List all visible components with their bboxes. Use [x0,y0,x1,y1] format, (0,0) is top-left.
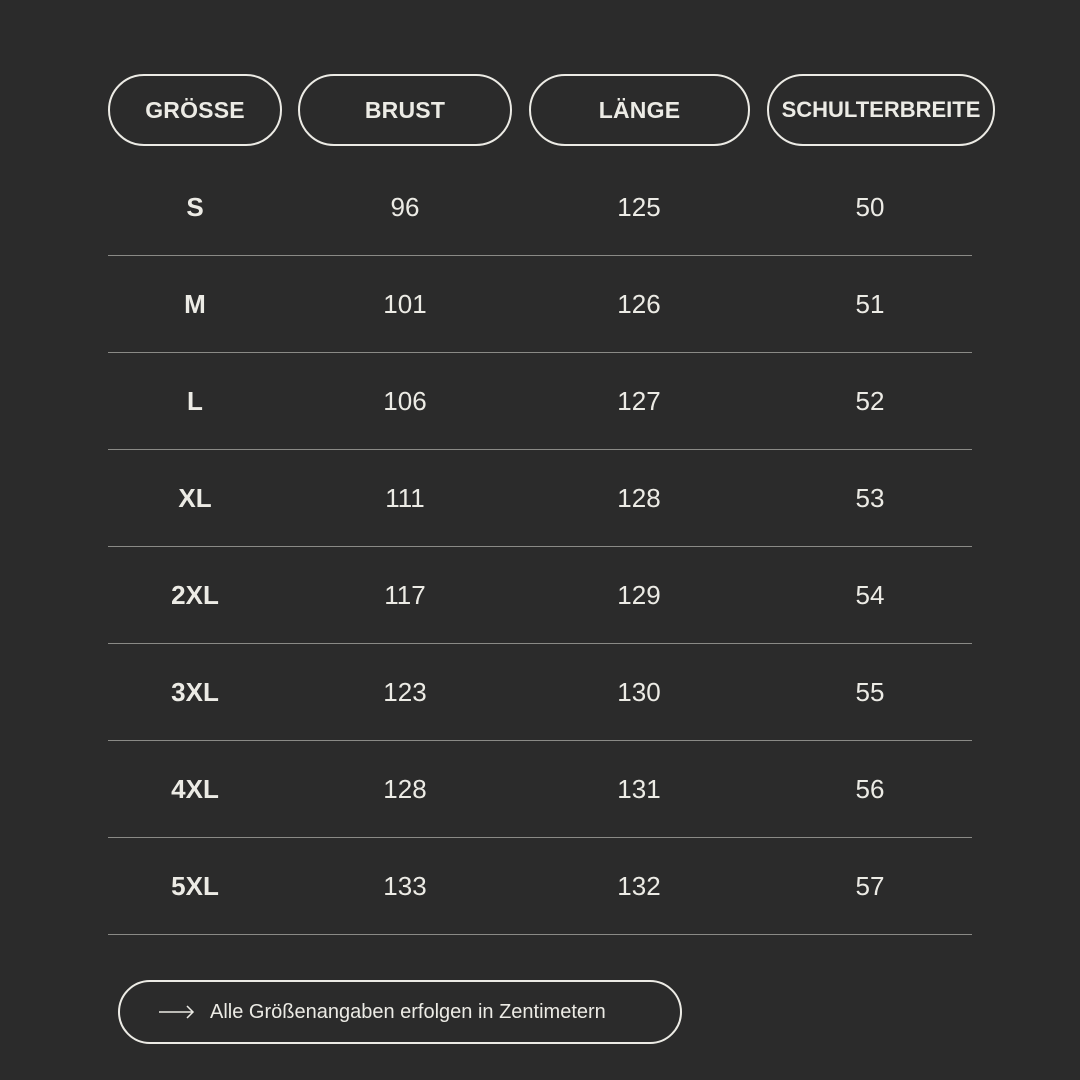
table-row [108,547,972,644]
table-row [108,353,972,450]
table-row [108,741,972,838]
size-cell: L [187,386,203,416]
chest-cell: 123 [383,677,427,707]
size-cell: S [186,192,204,222]
chest-cell: 96 [390,192,420,222]
chest-cell: 111 [385,483,425,513]
size-cell: 2XL [171,580,219,610]
length-cell: 126 [617,289,661,319]
units-note-text: Alle Größenangaben erfolgen in Zentimetern [210,1000,606,1023]
header-chest: BRUST [298,74,512,146]
size-cell: XL [178,483,212,513]
chest-cell: 117 [384,580,426,610]
units-note [118,980,682,1044]
size-table [108,159,972,935]
header-size: GRÖSSE [108,74,282,146]
length-cell: 132 [617,871,661,901]
shoulder-cell: 52 [855,386,885,416]
size-cell: M [184,289,206,319]
shoulder-cell: 54 [855,580,885,610]
table-row [108,159,972,256]
shoulder-cell: 53 [855,483,885,513]
length-cell: 127 [617,386,661,416]
table-row [108,256,972,353]
chest-cell: 101 [383,289,427,319]
shoulder-cell: 56 [855,774,885,804]
length-cell: 129 [617,580,661,610]
table-row [108,838,972,935]
size-cell: 3XL [171,677,219,707]
table-row [108,644,972,741]
shoulder-cell: 50 [855,192,885,222]
header-shoulder-width: SCHULTERBREITE [767,74,995,146]
length-cell: 131 [617,774,661,804]
size-cell: 5XL [171,871,219,901]
chest-cell: 133 [383,871,427,901]
shoulder-cell: 57 [855,871,885,901]
size-cell: 4XL [171,774,219,804]
length-cell: 128 [617,483,661,513]
shoulder-cell: 51 [855,289,885,319]
shoulder-cell: 55 [855,677,885,707]
length-cell: 125 [617,192,661,222]
table-row [108,450,972,547]
chest-cell: 106 [383,386,427,416]
header-length: LÄNGE [529,74,750,146]
arrow-right-icon [158,1004,196,1020]
chest-cell: 128 [383,774,427,804]
length-cell: 130 [617,677,661,707]
